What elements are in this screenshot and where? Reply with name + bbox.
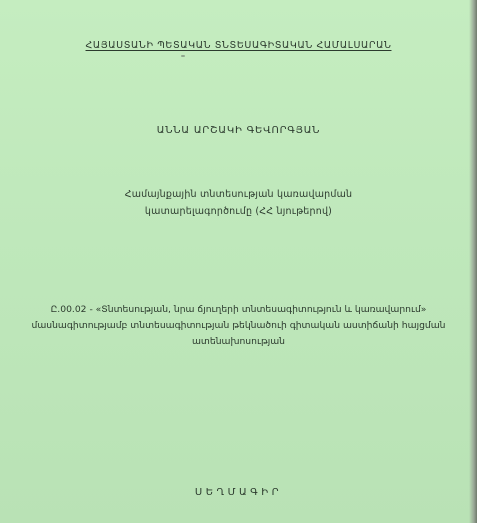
scan-edge-shadow [469, 0, 477, 523]
specialty-line-1: Ը.00.02 - «Տնտեսության, նրա ճյուղերի տնտեսագիտություն և կառավարում» [50, 304, 427, 315]
specialty-line-3: ատենախոսության [191, 336, 285, 347]
dissertation-title-line-1: Համայնքային տնտեսության կառավարման [124, 189, 353, 200]
author-name: ԱՆՆԱ ԱՐՇԱԿԻ ԳԵՎՈՐԳՅԱՆ [156, 125, 321, 136]
document-type-label: ՍԵՂՄԱԳԻՐ [194, 487, 283, 498]
dissertation-title-line-2: կատարելագործումը (ՀՀ նյութերով) [144, 206, 333, 217]
university-name: ՀԱՅԱՍՏԱՆԻ ՊԵՏԱԿԱՆ ՏՆՏԵՍԱԳԻՏԱԿԱՆ ՀԱՄԱԼՍԱՐԱՆ [85, 40, 392, 51]
specialty-line-2: մասնագիտությամբ տնտեսագիտության թեկնածուի գիտական աստիճանի հայցման [31, 320, 446, 331]
scan-speck [181, 55, 185, 57]
